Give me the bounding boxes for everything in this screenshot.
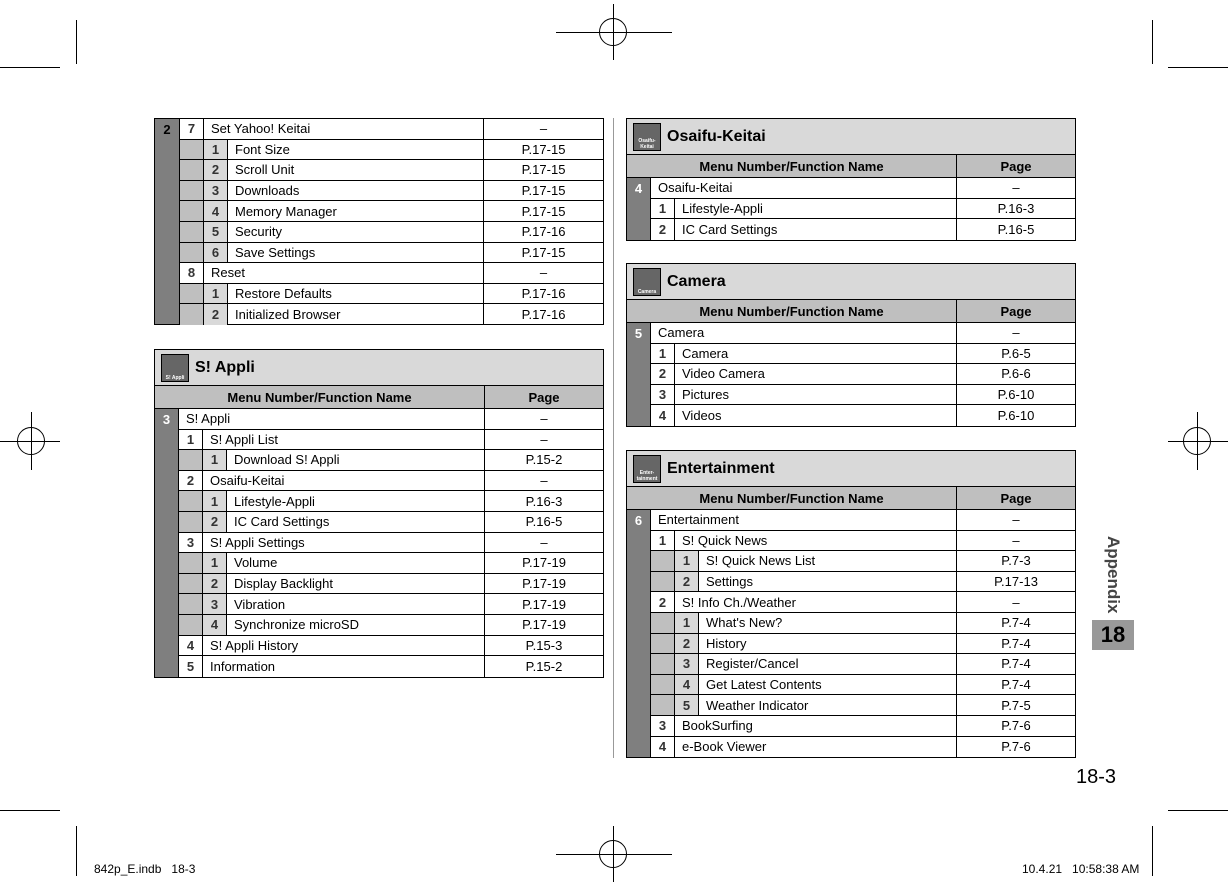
table-row	[651, 613, 1075, 634]
page-reference: P.17-15	[521, 183, 566, 199]
function-name: Synchronize microSD	[227, 615, 485, 635]
sub-item-number: 3	[204, 181, 228, 201]
sub-item-number: 1	[675, 551, 699, 571]
table-row	[180, 263, 603, 284]
sub-item-number: 2	[204, 160, 228, 180]
function-name: Initialized Browser	[228, 304, 484, 325]
camera-table	[626, 263, 1076, 427]
section-header	[627, 451, 1075, 487]
table-row	[179, 615, 603, 636]
function-name: IC Card Settings	[227, 512, 485, 532]
sub-item-number: 5	[204, 222, 228, 242]
table-row	[180, 304, 603, 325]
s-appli-table	[154, 349, 604, 678]
entertainment-icon	[633, 455, 661, 483]
table-body	[155, 409, 603, 677]
function-name: What's New?	[699, 613, 957, 633]
function-name: Scroll Unit	[228, 160, 484, 180]
item-number: 1	[179, 430, 203, 450]
icon-label: Osaifu-Keitai	[638, 137, 656, 150]
page-reference: P.17-15	[521, 203, 566, 219]
page-reference: P.6-10	[997, 387, 1035, 403]
section-header	[627, 119, 1075, 155]
item-number	[180, 243, 204, 263]
function-name: IC Card Settings	[675, 219, 957, 240]
page-reference: P.16-5	[525, 514, 563, 530]
indent-spacer	[179, 553, 203, 573]
table-row	[180, 160, 603, 181]
browser-parent-number: 2	[163, 121, 171, 137]
page-reference: P.7-3	[1001, 553, 1031, 569]
function-name: Memory Manager	[228, 201, 484, 221]
table-body	[627, 178, 1075, 240]
table-body	[627, 323, 1075, 426]
page-reference: –	[1012, 532, 1020, 548]
table-row	[651, 199, 1075, 220]
indent-spacer	[651, 613, 675, 633]
page-reference: P.7-4	[1001, 677, 1031, 693]
page-reference: P.16-5	[997, 221, 1035, 237]
camera-icon	[633, 268, 661, 296]
function-name: S! Quick News List	[699, 551, 957, 571]
page-reference: P.17-15	[521, 162, 566, 178]
page-reference: –	[540, 473, 548, 489]
function-name: S! Info Ch./Weather	[675, 592, 957, 612]
top-level-column	[155, 409, 179, 677]
indent-spacer	[651, 675, 675, 695]
table-row	[651, 323, 1075, 344]
sub-item-number: 1	[675, 613, 699, 633]
table-row	[180, 243, 603, 264]
table-row	[651, 572, 1075, 593]
sappli-icon	[161, 354, 189, 382]
page-reference: P.16-3	[997, 200, 1035, 216]
page-reference: –	[1012, 180, 1020, 196]
sub-item-number: 1	[203, 553, 227, 573]
item-number	[180, 140, 204, 160]
item-number: 2	[651, 364, 675, 384]
function-name: Display Backlight	[227, 574, 485, 594]
column-page-header: Page	[1000, 303, 1032, 319]
sub-item-number: 6	[204, 243, 228, 263]
rows	[651, 323, 1075, 426]
item-number: 3	[179, 533, 203, 553]
table-row	[651, 219, 1075, 240]
function-name: Font Size	[228, 140, 484, 160]
indent-spacer	[651, 654, 675, 674]
page-reference: P.7-5	[1001, 697, 1031, 713]
sub-item-number: 5	[675, 695, 699, 715]
table-row	[179, 430, 603, 451]
function-name: Entertainment	[651, 510, 957, 530]
sub-item-number: 1	[203, 450, 227, 470]
table-row	[180, 119, 603, 140]
indent-spacer	[179, 512, 203, 532]
sub-item-number: 4	[203, 615, 227, 635]
column-name-header: Menu Number/Function Name	[627, 300, 957, 322]
section-title: S! Appli	[195, 358, 255, 376]
indent-spacer	[651, 634, 675, 654]
sub-item-number: 1	[204, 284, 228, 304]
column-header	[627, 155, 1075, 178]
sub-item-number: 4	[675, 675, 699, 695]
table-row	[179, 553, 603, 574]
table-row	[179, 533, 603, 554]
function-name: S! Appli	[179, 409, 485, 429]
item-number: 7	[180, 119, 204, 139]
column-header	[155, 386, 603, 409]
page-reference: P.17-19	[522, 555, 566, 571]
table-row	[651, 531, 1075, 552]
page-reference: P.6-5	[1001, 345, 1031, 361]
function-name: Get Latest Contents	[699, 675, 957, 695]
osaifu-keitai-table	[626, 118, 1076, 241]
section-title: Camera	[667, 272, 726, 290]
sub-item-number: 3	[203, 594, 227, 614]
page-reference: P.16-3	[525, 493, 563, 509]
function-name: BookSurfing	[675, 716, 957, 736]
top-level-column	[627, 510, 651, 757]
top-level-column	[627, 323, 651, 426]
function-name: S! Quick News	[675, 531, 957, 551]
table-row	[651, 405, 1075, 426]
sub-item-number: 2	[203, 574, 227, 594]
item-number: 8	[180, 263, 204, 283]
table-row	[180, 284, 603, 305]
item-number	[180, 181, 204, 201]
function-name: Set Yahoo! Keitai	[204, 119, 484, 139]
table-row	[651, 364, 1075, 385]
page-reference: P.17-19	[522, 617, 566, 633]
page-reference: –	[540, 411, 548, 427]
top-level-column	[627, 178, 651, 240]
page-reference: P.6-10	[997, 408, 1035, 424]
page-reference: P.17-16	[521, 286, 566, 302]
column-header	[627, 300, 1075, 323]
sub-item-number: 1	[204, 140, 228, 160]
function-name: Camera	[651, 323, 957, 343]
function-name: Video Camera	[675, 364, 957, 384]
table-row	[179, 409, 603, 430]
item-number: 4	[179, 636, 203, 656]
section-title: Entertainment	[667, 459, 775, 477]
function-name: Pictures	[675, 385, 957, 405]
page-reference: P.15-3	[525, 637, 563, 653]
function-name: Security	[228, 222, 484, 242]
appendix-side-tab	[1092, 536, 1134, 618]
page-reference: P.17-15	[521, 244, 566, 260]
item-number: 4	[651, 405, 675, 426]
column-page-header: Page	[528, 389, 560, 405]
page-reference: P.17-15	[521, 141, 566, 157]
rows	[651, 178, 1075, 240]
table-row	[651, 654, 1075, 675]
function-name: Restore Defaults	[228, 284, 484, 304]
column-name-header: Menu Number/Function Name	[155, 386, 485, 408]
indent-spacer	[651, 551, 675, 571]
function-name: Videos	[675, 405, 957, 426]
table-row	[651, 675, 1075, 696]
page-reference: P.7-6	[1001, 739, 1031, 755]
section-header	[627, 264, 1075, 300]
function-name: Camera	[675, 344, 957, 364]
table-row	[180, 201, 603, 222]
page-reference: P.7-4	[1001, 635, 1031, 651]
page-reference: P.6-6	[1001, 366, 1031, 382]
table-row	[651, 344, 1075, 365]
page-number: 18-3	[1076, 766, 1117, 788]
page-reference: P.17-13	[994, 574, 1038, 590]
column-page-header: Page	[1000, 490, 1032, 506]
function-name: S! Appli List	[203, 430, 485, 450]
rows	[651, 510, 1075, 757]
indent-spacer	[179, 450, 203, 470]
indent-spacer	[179, 594, 203, 614]
item-number: 1	[651, 344, 675, 364]
page-reference: –	[1012, 512, 1020, 528]
item-number	[180, 304, 204, 325]
table-row	[651, 178, 1075, 199]
page-reference: P.17-19	[522, 596, 566, 612]
column-name-header: Menu Number/Function Name	[627, 155, 957, 177]
function-name: Information	[203, 656, 485, 677]
function-name: S! Appli Settings	[203, 533, 485, 553]
column-page-header: Page	[1000, 158, 1032, 174]
function-name: S! Appli History	[203, 636, 485, 656]
page-reference: P.17-16	[521, 224, 566, 240]
table-row	[651, 510, 1075, 531]
footer-file-info: 842p_E.indb 18-3	[94, 862, 196, 876]
item-number: 1	[651, 199, 675, 219]
rows	[179, 409, 603, 677]
item-number: 3	[651, 385, 675, 405]
icon-label: S! Appli	[165, 374, 185, 381]
item-number	[180, 222, 204, 242]
chapter-number-badge: 18	[1092, 620, 1134, 650]
indent-spacer	[179, 574, 203, 594]
function-name: Lifestyle-Appli	[227, 491, 485, 511]
icon-label: Enter-tainment	[636, 469, 658, 482]
indent-spacer	[651, 695, 675, 715]
function-name: Downloads	[228, 181, 484, 201]
sub-item-number: 1	[203, 491, 227, 511]
item-number: 5	[179, 656, 203, 677]
appendix-label: Appendix	[1104, 536, 1123, 614]
indent-spacer	[179, 491, 203, 511]
sub-item-number: 3	[675, 654, 699, 674]
page-reference: –	[539, 121, 548, 137]
table-row	[651, 634, 1075, 655]
item-number: 2	[179, 471, 203, 491]
table-row	[651, 551, 1075, 572]
page-reference: –	[540, 534, 548, 550]
section-title: Osaifu-Keitai	[667, 127, 766, 145]
function-name: Weather Indicator	[699, 695, 957, 715]
page-reference: P.7-4	[1001, 656, 1031, 672]
top-level-number: 5	[634, 325, 643, 341]
function-name: Osaifu-Keitai	[651, 178, 957, 198]
item-number	[180, 201, 204, 221]
footer-timestamp: 10.4.21 10:58:38 AM	[1022, 862, 1140, 876]
sub-item-number: 2	[204, 304, 228, 325]
top-level-number: 3	[162, 411, 171, 427]
column-header	[627, 487, 1075, 510]
icon-label: Camera	[637, 288, 657, 295]
table-row	[651, 385, 1075, 406]
top-level-number: 4	[634, 180, 643, 196]
top-level-number: 6	[634, 512, 643, 528]
item-number: 2	[651, 592, 675, 612]
sub-item-number: 2	[675, 634, 699, 654]
item-number: 4	[651, 737, 675, 758]
table-row	[180, 181, 603, 202]
table-body	[627, 510, 1075, 757]
function-name: e-Book Viewer	[675, 737, 957, 758]
item-number	[180, 160, 204, 180]
page-reference: –	[1012, 594, 1020, 610]
page-reference: –	[540, 431, 548, 447]
function-name: Register/Cancel	[699, 654, 957, 674]
function-name: History	[699, 634, 957, 654]
function-name: Save Settings	[228, 243, 484, 263]
section-header	[155, 350, 603, 386]
function-name: Lifestyle-Appli	[675, 199, 957, 219]
table-row	[651, 716, 1075, 737]
function-name: Reset	[204, 263, 484, 283]
item-number: 1	[651, 531, 675, 551]
sub-item-number: 2	[675, 572, 699, 592]
item-number: 3	[651, 716, 675, 736]
page-reference: P.7-6	[1001, 718, 1031, 734]
browser-menu-table	[154, 118, 604, 325]
function-name: Settings	[699, 572, 957, 592]
indent-spacer	[651, 572, 675, 592]
table-row	[179, 574, 603, 595]
osaifu-icon	[633, 123, 661, 151]
table-row	[179, 471, 603, 492]
function-name: Volume	[227, 553, 485, 573]
table-row	[179, 636, 603, 657]
page-reference: P.17-16	[521, 307, 566, 323]
item-number	[180, 284, 204, 304]
table-row	[180, 140, 603, 161]
table-row	[179, 491, 603, 512]
table-row	[180, 222, 603, 243]
page-reference: P.17-19	[522, 576, 566, 592]
table-row	[179, 594, 603, 615]
table-row	[651, 737, 1075, 758]
table-row	[179, 512, 603, 533]
item-number: 2	[651, 219, 675, 240]
page-reference: –	[1012, 325, 1020, 341]
function-name: Osaifu-Keitai	[203, 471, 485, 491]
entertainment-table	[626, 450, 1076, 758]
sub-item-number: 4	[204, 201, 228, 221]
page-reference: P.15-2	[525, 658, 563, 674]
sub-item-number: 2	[203, 512, 227, 532]
function-name: Vibration	[227, 594, 485, 614]
indent-spacer	[179, 615, 203, 635]
table-row	[179, 656, 603, 677]
table-row	[651, 592, 1075, 613]
column-name-header: Menu Number/Function Name	[627, 487, 957, 509]
page-reference: –	[539, 265, 548, 281]
table-row	[179, 450, 603, 471]
page-reference: P.7-4	[1001, 615, 1031, 631]
function-name: Download S! Appli	[227, 450, 485, 470]
page-reference: P.15-2	[525, 452, 563, 468]
table-row	[651, 695, 1075, 716]
